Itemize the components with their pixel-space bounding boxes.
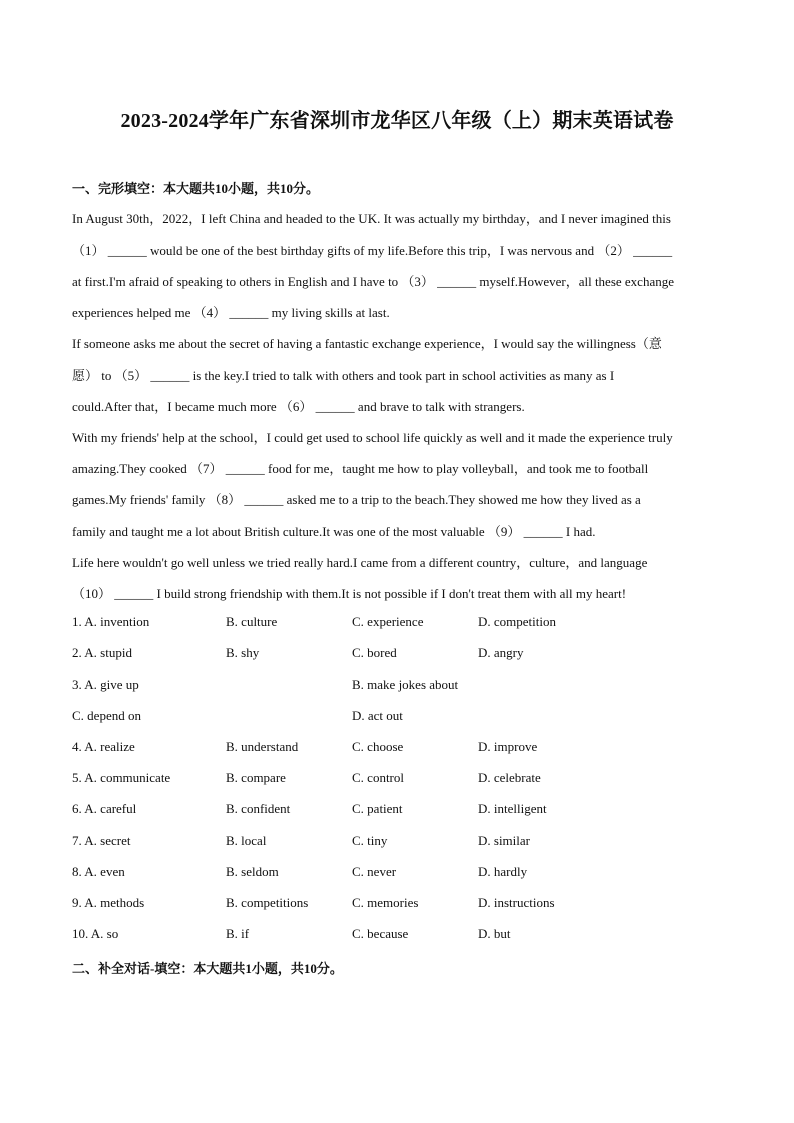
passage-line: amazing.They cooked （7） ______ food for me，taught me how to play volleyball，and took me to football <box>72 461 649 476</box>
exam-title: 2023-2024学年广东省深圳市龙华区八年级（上）期末英语试卷 <box>120 110 674 132</box>
option-c: C. control <box>352 770 404 785</box>
option-b: B. make jokes about <box>352 677 459 692</box>
option-b: B. shy <box>226 645 260 660</box>
passage-line: games.My friends' family （8） ______ asked me to a trip to the beach.They showed me how they lived as a <box>72 492 641 507</box>
passage-line: at first.I'm afraid of speaking to others in English and I have to （3） ______ myself.However，all these exchange <box>72 274 674 289</box>
option-a: 5. A. communicate <box>72 770 171 785</box>
option-c: C. depend on <box>72 708 141 723</box>
option-c: C. tiny <box>352 833 388 848</box>
option-b: B. competitions <box>226 895 309 910</box>
passage-line: could.After that，I became much more （6） ______ and brave to talk with strangers. <box>72 399 525 414</box>
section-2-heading: 二、补全对话-填空：本大题共1小题，共10分。 <box>72 961 343 976</box>
passage-line: In August 30th，2022，I left China and headed to the UK. It was actually my birthday，and I never imagined this <box>72 211 671 226</box>
option-b: B. local <box>226 833 267 848</box>
passage-line: If someone asks me about the secret of having a fantastic exchange experience，I would say the willingness（意 <box>72 336 662 351</box>
passage-line: Life here wouldn't go well unless we tried really hard.I came from a different country，culture，and language <box>72 555 648 570</box>
option-d: D. improve <box>478 739 538 754</box>
option-a: 1. A. invention <box>72 614 150 629</box>
option-a: 8. A. even <box>72 864 125 879</box>
option-d: D. intelligent <box>478 801 547 816</box>
option-c: C. bored <box>352 645 397 660</box>
option-a: 2. A. stupid <box>72 645 132 660</box>
passage-line: family and taught me a lot about British culture.It was one of the most valuable （9） ______ I had. <box>72 524 596 539</box>
option-b: B. if <box>226 926 250 941</box>
option-d: D. celebrate <box>478 770 541 785</box>
option-b: B. compare <box>226 770 286 785</box>
option-b: B. confident <box>226 801 291 816</box>
passage-line: （1） ______ would be one of the best birthday gifts of my life.Before this trip，I was nervous and （2） ______ <box>72 243 673 258</box>
option-a: 9. A. methods <box>72 895 145 910</box>
option-c: C. experience <box>352 614 424 629</box>
option-c: C. never <box>352 864 397 879</box>
option-d: D. similar <box>478 833 530 848</box>
option-c: C. patient <box>352 801 403 816</box>
option-d: D. angry <box>478 645 524 660</box>
passage-line: （10） ______ I build strong friendship with them.It is not possible if I don't treat them with all my heart! <box>72 586 627 601</box>
option-c: C. choose <box>352 739 404 754</box>
option-c: C. because <box>352 926 409 941</box>
option-a: 4. A. realize <box>72 739 135 754</box>
section-1-heading: 一、完形填空：本大题共10小题，共10分。 <box>72 181 320 196</box>
option-a: 3. A. give up <box>72 677 139 692</box>
option-a: 6. A. careful <box>72 801 137 816</box>
option-c: C. memories <box>352 895 419 910</box>
passage-line: experiences helped me （4） ______ my living skills at last. <box>72 305 390 320</box>
option-b: B. culture <box>226 614 278 629</box>
option-a: 7. A. secret <box>72 833 131 848</box>
passage-line: With my friends' help at the school，I could get used to school life quickly as well and it made the experience truly <box>72 430 673 445</box>
option-a: 10. A. so <box>72 926 119 941</box>
option-d: D. act out <box>352 708 403 723</box>
option-d: D. but <box>478 926 511 941</box>
option-b: B. understand <box>226 739 299 754</box>
option-d: D. instructions <box>478 895 555 910</box>
option-d: D. hardly <box>478 864 528 879</box>
passage-line: 愿） to （5） ______ is the key.I tried to talk with others and took part in school activities as many as I <box>72 368 615 383</box>
option-d: D. competition <box>478 614 556 629</box>
option-b: B. seldom <box>226 864 279 879</box>
